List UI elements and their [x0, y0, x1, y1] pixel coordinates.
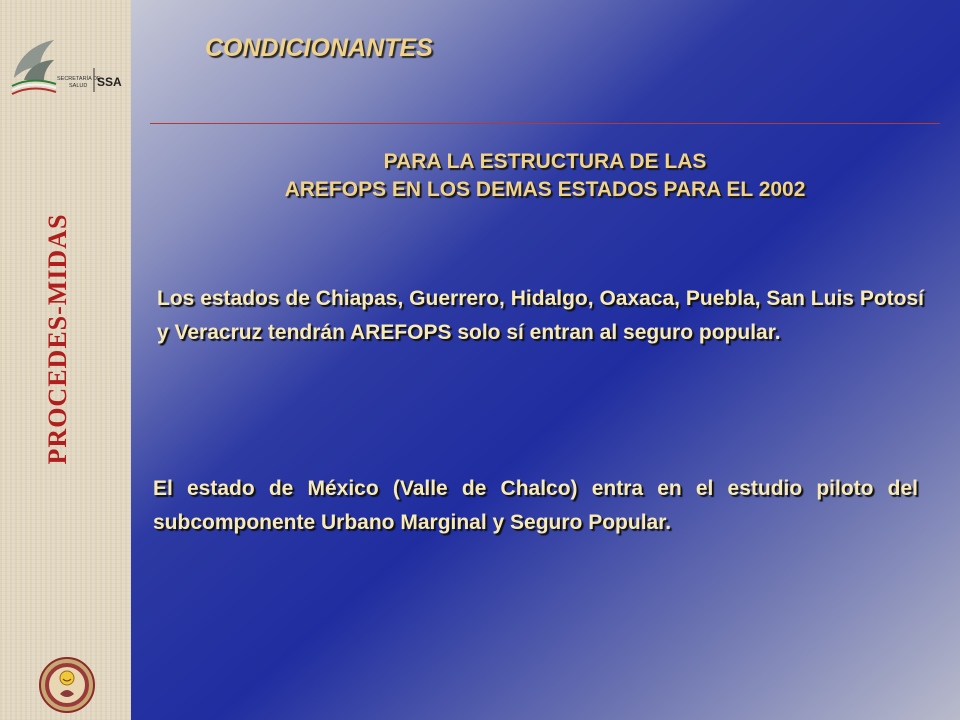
subheading-line-1: PARA LA ESTRUCTURA DE LAS [383, 150, 707, 173]
sidebar [0, 0, 132, 720]
subheading-line-2: AREFOPS EN LOS DEMAS ESTADOS PARA EL 2002 [284, 178, 806, 201]
slide-subheading [150, 148, 940, 204]
slide-title: CONDICIONANTES [205, 34, 433, 62]
paragraph-mexico: El estado de México (Valle de Chalco) entra en el estudio piloto del subcomponente Urbano Marginal y Seguro Popular. [153, 477, 918, 534]
eagle-emblem-icon [12, 40, 56, 94]
salud-label: SALUD [69, 83, 88, 89]
smiley-icon [60, 671, 74, 685]
paragraph-states: Los estados de Chiapas, Guerrero, Hidalgo, Oaxaca, Puebla, San Luis Potosí y Veracruz tendrán AREFOPS solo sí entran al seguro popular. [157, 287, 924, 344]
vertical-program-title: PROCEDES-MIDAS [43, 213, 72, 465]
slide-content [131, 0, 960, 720]
ssa-label: SSA [97, 75, 122, 89]
seguro-popular-seal [38, 656, 96, 714]
title-divider [150, 123, 940, 124]
secretaria-salud-logo [10, 30, 125, 100]
secretaria-label: SECRETARÍA DE [57, 76, 101, 82]
